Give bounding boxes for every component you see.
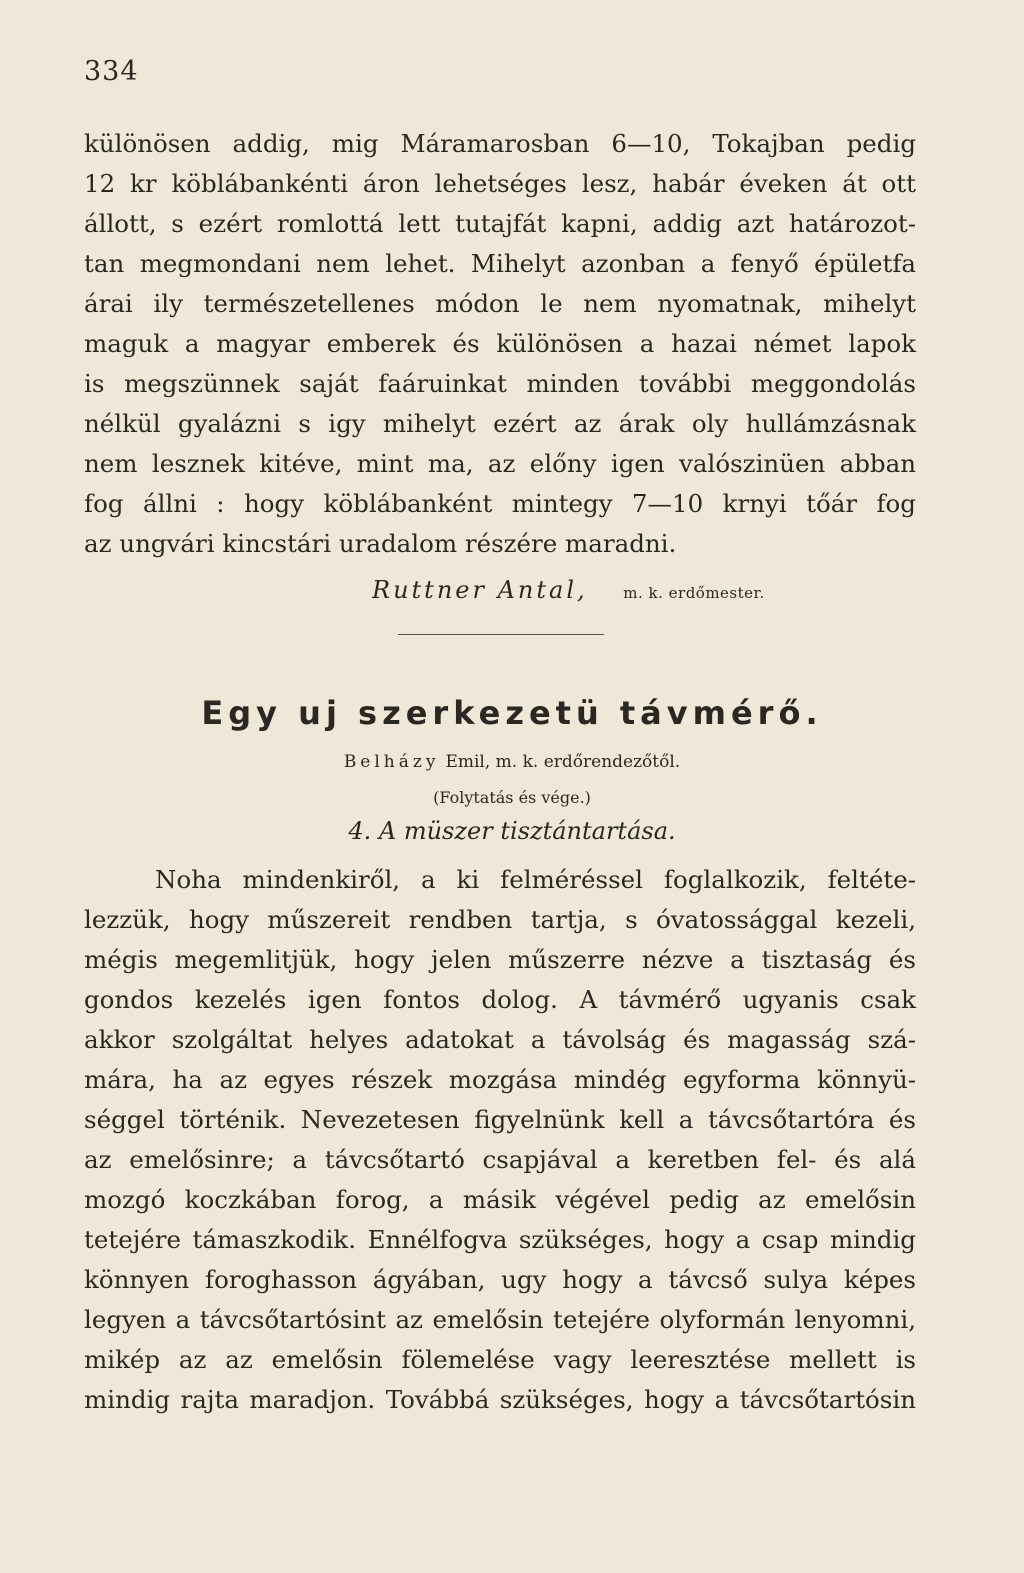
text-line: mindig rajta maradjon. Továbbá szükséges, hogy a távcsőtartósin <box>84 1385 916 1414</box>
text-line: nem lesznek kitéve, mint ma, az előny igen valószinüen abban <box>84 449 916 478</box>
signature <box>372 570 932 610</box>
text-line: maguk a magyar emberek és különösen a hazai német lapok <box>84 329 916 358</box>
text-line: mikép az az emelősin fölemelése vagy leeresztése mellett is <box>84 1345 916 1374</box>
text-line: mégis megemlitjük, hogy jelen műszerre nézve a tisztaság és <box>84 945 916 974</box>
page-number: 334 <box>84 56 139 87</box>
text-line: 12 kr köblábankénti áron lehetséges lesz, habár éveken át ott <box>84 169 916 198</box>
text-line: legyen a távcsőtartósint az emelősin tetejére olyformán lenyomni, <box>84 1305 916 1334</box>
text-line: az ungvári kincstári uradalom részére maradni. <box>84 529 677 558</box>
text-line: tan megmondani nem lehet. Mihelyt azonban a fenyő épületfa <box>84 249 916 278</box>
author-title: Emil, m. k. erdőrendezőtől. <box>445 752 681 772</box>
text-line: az emelősinre; a távcsőtartó csapjával a keretben fel- és alá <box>84 1145 916 1174</box>
section-divider <box>398 634 604 635</box>
text-line: tetejére támaszkodik. Ennélfogva szükséges, hogy a csap mindig <box>84 1225 916 1254</box>
text-line: akkor szolgáltat helyes adatokat a távolság és magasság szá- <box>84 1025 916 1054</box>
text-line: árai ily természetellenes módon le nem nyomatnak, mihelyt <box>84 289 916 318</box>
text-line: gondos kezelés igen fontos dolog. A távmérő ugyanis csak <box>84 985 916 1014</box>
continuation-note: (Folytatás és vége.) <box>433 788 591 807</box>
text-line: Noha mindenkiről, a ki felméréssel foglalkozik, feltéte- <box>155 865 916 894</box>
text-line: mozgó koczkában forog, a másik végével pedig az emelősin <box>84 1185 916 1214</box>
author-name: Belházy <box>343 752 440 772</box>
text-line: is megszünnek saját faáruinkat minden további meggondolás <box>84 369 916 398</box>
section-heading: 4. A müszer tisztántartása. <box>348 817 676 845</box>
text-line: fog állni : hogy köblábanként mintegy 7—10 krnyi tőár fog <box>84 489 916 518</box>
text-line: lezzük, hogy műszereit rendben tartja, s óvatossággal kezeli, <box>84 905 916 934</box>
signature-name: Ruttner Antal, <box>372 576 588 604</box>
text-line: különösen addig, mig Máramarosban 6—10, Tokajban pedig <box>84 129 916 158</box>
signature-rank: m. k. erdőmester. <box>623 584 765 602</box>
text-line: mára, ha az egyes részek mozgása mindég egyforma könnyü- <box>84 1065 916 1094</box>
text-line: nélkül gyalázni s igy mihelyt ezért az árak oly hullámzásnak <box>84 409 916 438</box>
article-title: Egy uj szerkezetü távmérő. <box>201 694 823 732</box>
text-line: könnyen foroghasson ágyában, ugy hogy a távcső sulya képes <box>84 1265 916 1294</box>
text-line: séggel történik. Nevezetesen figyelnünk kell a távcsőtartóra és <box>84 1105 916 1134</box>
byline <box>0 752 1024 772</box>
text-line: állott, s ezért romlottá lett tutajfát kapni, addig azt határozot- <box>84 209 916 238</box>
